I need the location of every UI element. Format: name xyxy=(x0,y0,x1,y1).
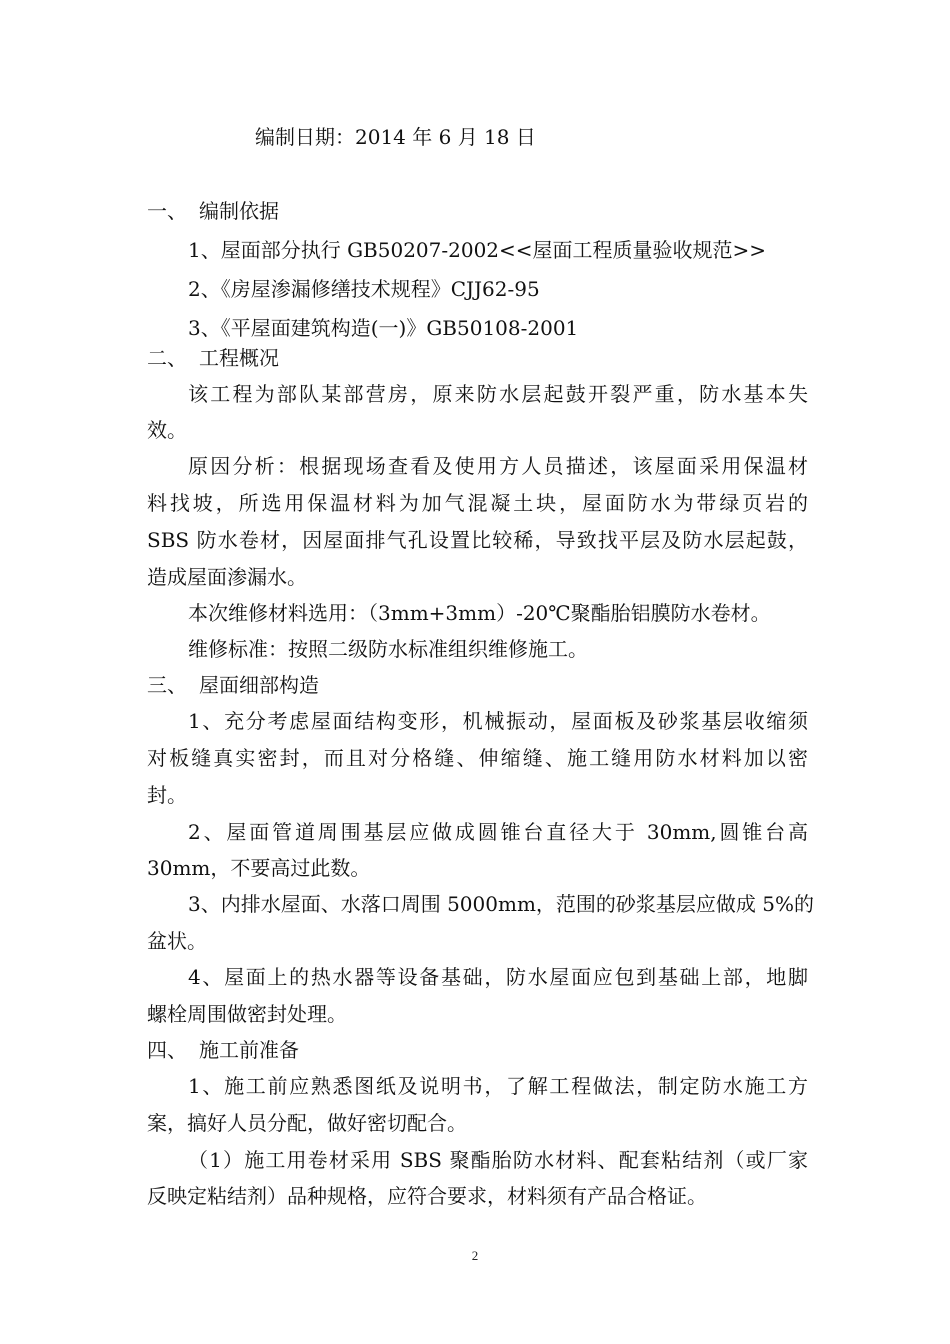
section-number: 二、 xyxy=(147,346,187,370)
basis-item-2: 2、《房屋渗漏修缮技术规程》CJJ62-95 xyxy=(188,277,540,301)
prep-p1-line1: 1、施工前应熟悉图纸及说明书，了解工程做法，制定防水施工方 xyxy=(188,1074,808,1098)
details-p3-line1: 3、内排水屋面、水落口周围 5000mm，范围的砂浆基层应做成 5%的 xyxy=(188,892,814,916)
overview-standard: 维修标准：按照二级防水标准组织维修施工。 xyxy=(188,637,588,661)
prep-p2-line1: （1）施工用卷材采用 SBS 聚酯胎防水材料、配套粘结剂（或厂家 xyxy=(188,1148,808,1172)
section-title: 屋面细部构造 xyxy=(199,673,319,697)
section-title: 施工前准备 xyxy=(199,1038,299,1062)
overview-p1-line1: 该工程为部队某部营房，原来防水层起鼓开裂严重，防水基本失 xyxy=(188,382,808,406)
section-heading-details xyxy=(147,672,950,698)
overview-p1-line2: 效。 xyxy=(147,418,187,442)
section-title: 编制依据 xyxy=(199,199,279,223)
prep-p2-line2: 反映定粘结剂）品种规格，应符合要求，材料须有产品合格证。 xyxy=(147,1184,707,1208)
section-heading-basis xyxy=(147,198,950,224)
details-p4-line1: 4、屋面上的热水器等设备基础，防水屋面应包到基础上部，地脚 xyxy=(188,965,808,989)
overview-p2-line2: 料找坡，所选用保温材料为加气混凝土块，屋面防水为带绿页岩的 xyxy=(147,491,808,515)
section-number: 三、 xyxy=(147,673,187,697)
overview-p2-line1: 原因分析：根据现场查看及使用方人员描述，该屋面采用保温材 xyxy=(188,454,808,478)
section-number: 一、 xyxy=(147,199,187,223)
overview-p2-line4: 造成屋面渗漏水。 xyxy=(147,565,307,589)
details-p2-line2: 30mm，不要高过此数。 xyxy=(147,856,371,880)
overview-material: 本次维修材料选用：（3mm+3mm）-20℃聚酯胎铝膜防水卷材。 xyxy=(188,601,771,625)
details-p2-line1: 2、屋面管道周围基层应做成圆锥台直径大于 30mm,圆锥台高 xyxy=(188,820,808,844)
details-p1-line1: 1、充分考虑屋面结构变形，机械振动，屋面板及砂浆基层收缩须 xyxy=(188,709,808,733)
overview-p2-line3: SBS 防水卷材，因屋面排气孔设置比较稀，导致找平层及防水层起鼓， xyxy=(147,528,808,552)
page-number: 2 xyxy=(471,1248,479,1263)
details-p1-line3: 封。 xyxy=(147,783,187,807)
details-p3-line2: 盆状。 xyxy=(147,929,207,953)
section-heading-overview xyxy=(147,345,950,371)
prep-p1-line2: 案，搞好人员分配，做好密切配合。 xyxy=(147,1111,467,1135)
details-p4-line2: 螺栓周围做密封处理。 xyxy=(147,1002,347,1026)
basis-item-1: 1、屋面部分执行 GB50207-2002<<屋面工程质量验收规范>> xyxy=(188,238,767,262)
section-title: 工程概况 xyxy=(199,346,279,370)
details-p1-line2: 对板缝真实密封，而且对分格缝、伸缩缝、施工缝用防水材料加以密 xyxy=(147,746,808,770)
compile-date: 编制日期：2014 年 6 月 18 日 xyxy=(255,125,536,149)
basis-item-3: 3、《平屋面建筑构造(一)》GB50108-2001 xyxy=(188,316,579,340)
section-number: 四、 xyxy=(147,1038,187,1062)
section-heading-prep xyxy=(147,1037,950,1063)
